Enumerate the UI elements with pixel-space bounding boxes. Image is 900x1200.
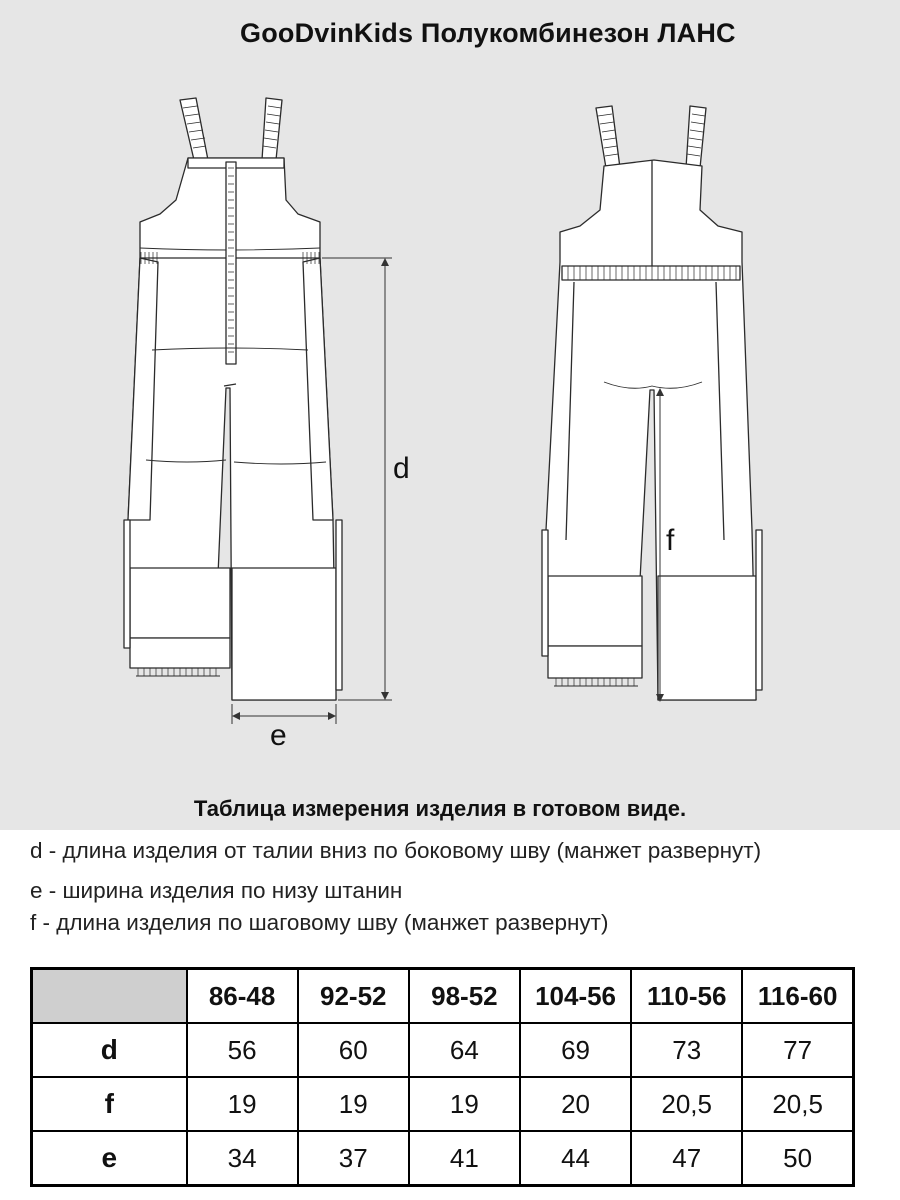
back-left-cuff: [548, 576, 642, 646]
table-cell: 34: [187, 1131, 298, 1186]
table-cell: 64: [409, 1023, 520, 1077]
legend-f: f - длина изделия по шаговому шву (манжет развернут): [30, 910, 609, 935]
table-cell: 19: [187, 1077, 298, 1131]
back-right-cuff: [658, 576, 756, 700]
back-view-drawing: [542, 106, 762, 700]
size-column-header: 92-52: [298, 969, 409, 1024]
table-row: [32, 1131, 854, 1186]
table-cell: 44: [520, 1131, 631, 1186]
table-cell: 47: [631, 1131, 742, 1186]
front-left-cuff: [130, 568, 230, 638]
dimension-label-e: e: [270, 719, 287, 752]
table-cell: 19: [298, 1077, 409, 1131]
table-cell: 19: [409, 1077, 520, 1131]
legend-d: d - длина изделия от талии вниз по боковому шву (манжет развернут): [30, 838, 762, 863]
table-cell: 50: [742, 1131, 853, 1186]
size-column-header: 110-56: [631, 969, 742, 1024]
table-cell: 73: [631, 1023, 742, 1077]
product-title: GooDvinKids Полукомбинезон ЛАНС: [240, 18, 736, 48]
table-cell: 41: [409, 1131, 520, 1186]
front-right-cuff: [232, 568, 336, 700]
table-row: [32, 1077, 854, 1131]
dimension-label-f: f: [666, 524, 675, 557]
legend-e: e - ширина изделия по низу штанин: [30, 878, 403, 903]
table-cell: 77: [742, 1023, 853, 1077]
size-column-header: 116-60: [742, 969, 853, 1024]
table-cell: 56: [187, 1023, 298, 1077]
size-column-header: 98-52: [409, 969, 520, 1024]
size-table-header-row: [32, 969, 854, 1024]
row-label: d: [32, 1023, 187, 1077]
size-table-corner-cell: [32, 969, 187, 1024]
size-column-header: 104-56: [520, 969, 631, 1024]
size-column-header: 86-48: [187, 969, 298, 1024]
dimension-label-d: d: [393, 452, 410, 485]
table-row: [32, 1023, 854, 1077]
table-cell: 20,5: [742, 1077, 853, 1131]
row-label: f: [32, 1077, 187, 1131]
back-left-strap: [596, 106, 620, 168]
table-cell: 60: [298, 1023, 409, 1077]
front-left-strap: [180, 98, 208, 160]
table-cell: 20,5: [631, 1077, 742, 1131]
table-title: Таблица измерения изделия в готовом виде.: [193, 796, 687, 821]
row-label: e: [32, 1131, 187, 1186]
table-cell: 20: [520, 1077, 631, 1131]
size-table: [30, 967, 855, 1187]
table-cell: 69: [520, 1023, 631, 1077]
front-view-drawing: [124, 98, 342, 700]
table-cell: 37: [298, 1131, 409, 1186]
